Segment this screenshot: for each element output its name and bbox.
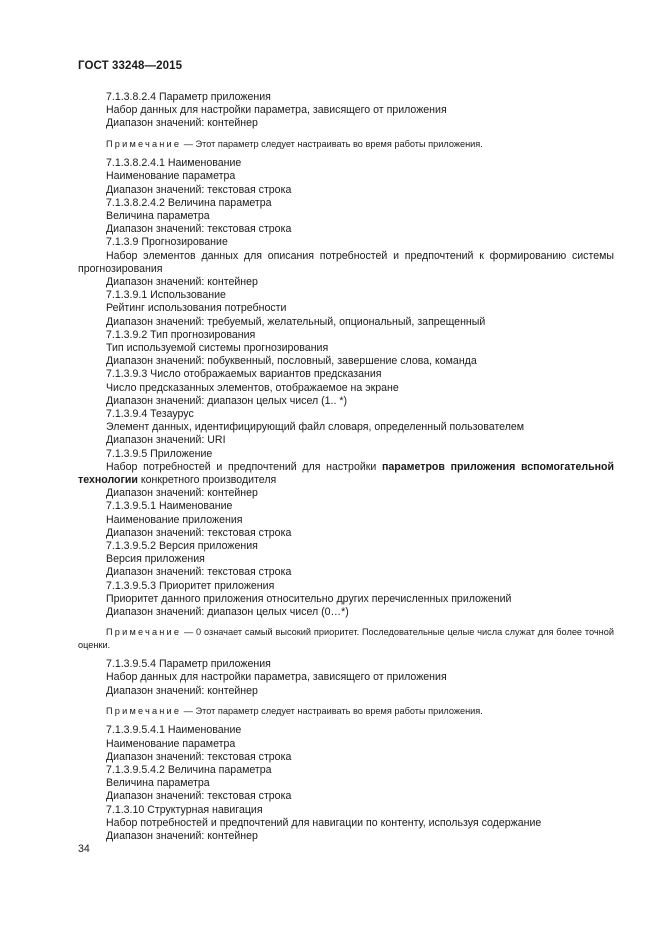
paragraph-text: Диапазон значений: текстовая строка — [106, 183, 292, 196]
body-paragraph — [78, 724, 614, 737]
paragraph-text: Величина параметра — [106, 777, 210, 790]
paragraph-text: Число предсказанных элементов, отображаемое на экране — [106, 381, 399, 394]
body-paragraph — [78, 434, 614, 447]
paragraph-text: 7.1.3.9.3 Число отображаемых вариантов предсказания — [106, 368, 382, 381]
paragraph-text-continuation: конкретного производителя — [137, 473, 277, 486]
paragraph-text: Диапазон значений: текстовая строка — [106, 526, 292, 539]
paragraph-text: Диапазон значений: контейнер — [106, 487, 258, 500]
paragraph-text: Наименование приложения — [106, 513, 243, 526]
paragraph-text: Диапазон значений: контейнер — [106, 117, 258, 130]
body-paragraph — [78, 830, 614, 843]
body-paragraph — [78, 817, 614, 830]
body-paragraph — [78, 104, 614, 117]
note-paragraph — [78, 705, 614, 718]
body-paragraph — [78, 91, 614, 104]
paragraph-text: 7.1.3.9.5.3 Приоритет приложения — [106, 579, 275, 592]
paragraph-text: Набор потребностей и предпочтений для навигации по контенту, используя содержание — [106, 816, 542, 829]
paragraph-text: Величина параметра — [106, 209, 210, 222]
body-paragraph — [78, 527, 614, 540]
paragraph-text: Наименование параметра — [106, 170, 236, 183]
note-text: — 0 означает самый высокий приоритет. Последовательные целые числа служат для более точной оценки. — [78, 627, 614, 650]
paragraph-text: 7.1.3.9.5.4.1 Наименование — [106, 724, 242, 737]
note-label: Примечание — [106, 138, 182, 149]
paragraph-text: Диапазон значений: диапазон целых чисел (0…*) — [106, 606, 349, 619]
paragraph-text: 7.1.3.9 Прогнозирование — [106, 236, 228, 249]
body-paragraph — [78, 250, 614, 276]
paragraph-text: Приоритет данного приложения относительно других перечисленных приложений — [106, 592, 512, 605]
paragraph-text: Диапазон значений: текстовая строка — [106, 566, 292, 579]
paragraph-text: Диапазон значений: контейнер — [106, 829, 258, 842]
body-paragraph — [78, 514, 614, 527]
note-label: Примечание — [106, 705, 182, 716]
body-paragraph — [78, 117, 614, 130]
paragraph-text: Диапазон значений: текстовая строка — [106, 790, 292, 803]
body-paragraph — [78, 566, 614, 579]
paragraph-text: Диапазон значений: контейнер — [106, 275, 258, 288]
paragraph-text: 7.1.3.8.2.4 Параметр приложения — [106, 91, 271, 103]
body-paragraph — [78, 355, 614, 368]
body-paragraph — [78, 593, 614, 606]
document-body — [78, 91, 614, 843]
paragraph-text: Версия приложения — [106, 553, 205, 566]
body-paragraph — [78, 289, 614, 302]
document-header-title: ГОСТ 33248—2015 — [78, 60, 183, 72]
paragraph-text: Набор данных для настройки параметра, зависящего от приложения — [106, 671, 447, 684]
body-paragraph — [78, 751, 614, 764]
paragraph-text: 7.1.3.9.5.2 Версия приложения — [106, 540, 258, 552]
paragraph-text: Диапазон значений: контейнер — [106, 684, 258, 697]
body-paragraph — [78, 553, 614, 566]
body-paragraph — [78, 170, 614, 183]
body-paragraph — [78, 276, 614, 289]
body-paragraph — [78, 342, 614, 355]
paragraph-text: 7.1.3.9.2 Тип прогнозирования — [106, 328, 256, 341]
paragraph-text: 7.1.3.9.1 Использование — [106, 289, 226, 302]
paragraph-text: Диапазон значений: побуквенный, пословный, завершение слова, команда — [106, 355, 477, 368]
body-paragraph — [78, 210, 614, 223]
body-paragraph — [78, 671, 614, 684]
paragraph-text: Диапазон значений: URI — [106, 434, 226, 447]
body-paragraph — [78, 408, 614, 421]
bold-text: параметров приложения вспомогательной технологии — [78, 460, 615, 486]
body-paragraph — [78, 804, 614, 817]
paragraph-text: Диапазон значений: текстовая строка — [106, 750, 292, 763]
body-paragraph — [78, 487, 614, 500]
body-paragraph — [78, 236, 614, 249]
body-paragraph — [78, 157, 614, 170]
body-paragraph — [78, 764, 614, 777]
body-paragraph — [78, 421, 614, 434]
body-paragraph — [78, 500, 614, 513]
note-text: — Этот параметр следует настраивать во время работы приложения. — [181, 138, 483, 149]
paragraph-text: 7.1.3.9.5.4.2 Величина параметра — [106, 763, 272, 776]
body-paragraph — [78, 382, 614, 395]
paragraph-text: 7.1.3.9.4 Тезаурус — [106, 407, 194, 420]
note-paragraph — [78, 138, 614, 151]
paragraph-text: Набор данных для настройки параметра, зависящего от приложения — [106, 104, 447, 117]
body-paragraph — [78, 738, 614, 751]
note-label: Примечание — [106, 627, 182, 638]
body-paragraph — [78, 606, 614, 619]
paragraph-text: 7.1.3.8.2.4.2 Величина параметра — [106, 196, 272, 209]
body-paragraph — [78, 685, 614, 698]
body-paragraph — [78, 197, 614, 210]
body-paragraph — [78, 580, 614, 593]
paragraph-text: Набор элементов данных для описания потребностей и предпочтений к формированию системы прогнозирования — [78, 249, 614, 275]
body-paragraph — [78, 658, 614, 671]
page-number: 34 — [78, 843, 90, 855]
paragraph-text: 7.1.3.10 Структурная навигация — [106, 803, 263, 816]
body-paragraph — [78, 540, 614, 553]
body-paragraph — [78, 329, 614, 342]
paragraph-text: Тип используемой системы прогнозирования — [106, 341, 329, 354]
body-paragraph — [78, 777, 614, 790]
paragraph-text: Диапазон значений: требуемый, желательный, опциональный, запрещенный — [106, 315, 486, 328]
body-paragraph — [78, 368, 614, 381]
body-paragraph — [78, 395, 614, 408]
paragraph-text: Рейтинг использования потребности — [106, 302, 287, 315]
note-text: — Этот параметр следует настраивать во время работы приложения. — [181, 705, 483, 716]
body-paragraph — [78, 790, 614, 803]
paragraph-text: 7.1.3.9.5 Приложение — [106, 447, 213, 460]
body-paragraph — [78, 461, 614, 487]
note-paragraph — [78, 626, 614, 651]
paragraph-text: Наименование параметра — [106, 737, 236, 750]
paragraph-text: 7.1.3.9.5.4 Параметр приложения — [106, 658, 271, 671]
paragraph-text: 7.1.3.8.2.4.1 Наименование — [106, 157, 242, 170]
body-paragraph — [78, 448, 614, 461]
body-paragraph — [78, 184, 614, 197]
paragraph-text: Диапазон значений: диапазон целых чисел (1.. *) — [106, 394, 348, 407]
paragraph-text: 7.1.3.9.5.1 Наименование — [106, 500, 233, 513]
paragraph-text: Элемент данных, идентифицирующий файл словаря, определенный пользователем — [106, 421, 525, 434]
body-paragraph — [78, 223, 614, 236]
body-paragraph — [78, 316, 614, 329]
body-paragraph — [78, 302, 614, 315]
paragraph-text: Диапазон значений: текстовая строка — [106, 223, 292, 236]
paragraph-text: Набор потребностей и предпочтений для настройки — [106, 460, 383, 473]
